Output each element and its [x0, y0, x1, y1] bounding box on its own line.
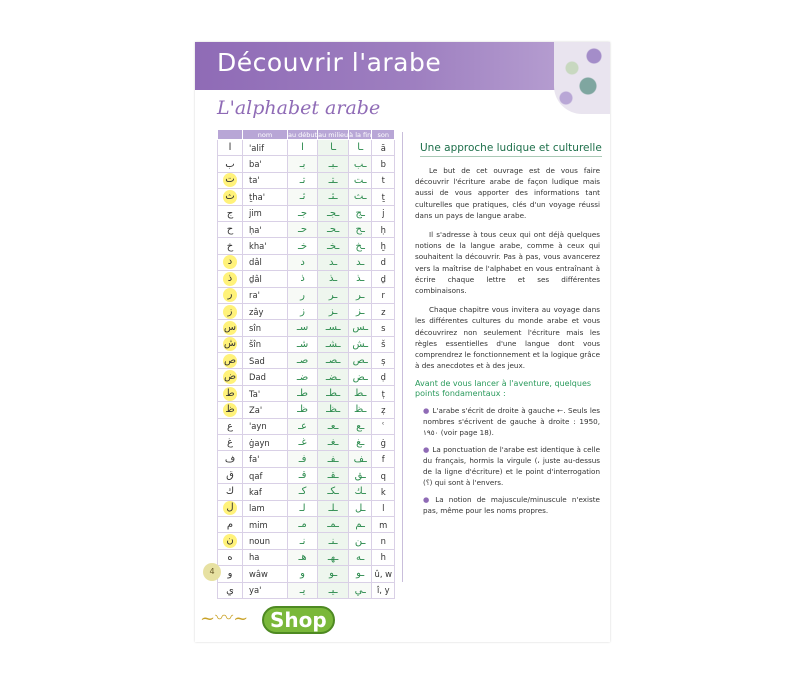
cell-medial: ـذ: [318, 271, 349, 287]
cell-sound: î, y: [372, 582, 395, 598]
table-row: [218, 369, 395, 385]
cell-medial: ـيـ: [318, 582, 349, 598]
cell-initial: هـ: [288, 549, 318, 565]
cell-medial: ـسـ: [318, 320, 349, 336]
cell-name: zây: [243, 303, 288, 319]
cell-final: ـض: [349, 369, 372, 385]
table-row: [218, 303, 395, 319]
points-heading: Avant de vous lancer à l'aventure, quelques points fondamentaux :: [415, 379, 592, 399]
cell-name: mim: [243, 516, 288, 532]
table-header-letter: [218, 130, 243, 140]
cell-letter: [218, 533, 243, 549]
cell-name: dâl: [243, 254, 288, 270]
cell-letter: [218, 385, 243, 401]
cell-medial: ـجـ: [318, 205, 349, 221]
cell-final: ـح: [349, 221, 372, 237]
bullet-dot-icon: ●: [423, 445, 430, 455]
cell-final: ـج: [349, 205, 372, 221]
cell-initial: بـ: [288, 156, 318, 172]
shop-logo: [200, 600, 325, 635]
cell-name: Za': [243, 402, 288, 418]
cell-name: kaf: [243, 484, 288, 500]
bullet-dot-icon: ●: [423, 406, 430, 416]
table-row: [218, 385, 395, 401]
cell-initial: غـ: [288, 435, 318, 451]
cell-final: ـث: [349, 189, 372, 205]
cell-final: ـب: [349, 156, 372, 172]
cell-name: wâw: [243, 566, 288, 582]
cell-sound: d: [372, 254, 395, 270]
table-row: [218, 156, 395, 172]
cell-name: ġayn: [243, 435, 288, 451]
cell-medial: ـد: [318, 254, 349, 270]
column-divider: [402, 132, 403, 582]
cell-sound: t: [372, 172, 395, 188]
bullet-2: [415, 444, 600, 488]
table-header-4: son: [372, 130, 395, 140]
cell-final: ـظ: [349, 402, 372, 418]
letter-glyph: ا: [228, 142, 232, 154]
letter-glyph: م: [226, 519, 234, 531]
cell-name: noun: [243, 533, 288, 549]
cell-name: Dad: [243, 369, 288, 385]
letter-glyph: ق: [226, 470, 234, 481]
table-row: [218, 435, 395, 451]
letter-glyph: ش: [223, 338, 237, 350]
table-row: [218, 172, 395, 188]
cell-medial: ـكـ: [318, 484, 349, 500]
cell-medial: ـز: [318, 303, 349, 319]
page-number: 4: [203, 563, 221, 581]
cell-initial: ذ: [288, 271, 318, 287]
cell-initial: ضـ: [288, 369, 318, 385]
cell-letter: [218, 221, 243, 237]
cell-medial: ـضـ: [318, 369, 349, 385]
table-row: [218, 254, 395, 270]
cell-name: ḏâl: [243, 271, 288, 287]
table-header-2: au milieu: [318, 130, 349, 139]
cell-initial: ز: [288, 303, 318, 319]
cell-medial: ـتـ: [318, 172, 349, 188]
bullet-1: [415, 405, 600, 438]
cell-initial: قـ: [288, 467, 318, 483]
cell-initial: لـ: [288, 500, 318, 516]
table-row: [218, 336, 395, 352]
cell-initial: جـ: [288, 205, 318, 221]
table-header-0: nom: [243, 130, 288, 140]
cell-medial: ـغـ: [318, 435, 349, 451]
letter-glyph: د: [223, 255, 237, 269]
cell-letter: [218, 303, 243, 319]
section-subtitle: L'alphabet arabe: [217, 97, 381, 119]
cell-initial: صـ: [288, 353, 318, 369]
cell-name: lam: [243, 500, 288, 516]
cell-letter: [218, 484, 243, 500]
letter-glyph: س: [223, 321, 237, 333]
cell-final: ـش: [349, 336, 372, 352]
letter-glyph: ي: [226, 584, 234, 596]
table-row: [218, 467, 395, 483]
cell-sound: ḥ: [372, 221, 395, 237]
cell-sound: l: [372, 500, 395, 516]
cell-name: ta': [243, 172, 288, 188]
cell-final: ـص: [349, 353, 372, 369]
cell-initial: خـ: [288, 238, 318, 254]
table-header-3: à la fin: [349, 130, 372, 139]
cell-initial: تـ: [288, 172, 318, 188]
cell-name: šîn: [243, 336, 288, 352]
book-page: [195, 42, 610, 642]
cell-name: 'alif: [243, 140, 288, 156]
cell-final: ـن: [349, 533, 372, 549]
cell-sound: ġ: [372, 435, 395, 451]
cell-final: ـو: [349, 566, 372, 582]
cell-final: ـخ: [349, 238, 372, 254]
cell-letter: [218, 287, 243, 303]
cell-name: ṯha': [243, 189, 288, 205]
table-row: [218, 500, 395, 516]
cell-final: ـف: [349, 451, 372, 467]
cell-initial: ر: [288, 287, 318, 303]
cell-final: ـس: [349, 320, 372, 336]
cell-letter: [218, 271, 243, 287]
cell-final: ـط: [349, 385, 372, 401]
letter-glyph: ج: [226, 207, 234, 219]
letter-glyph: ه: [227, 551, 233, 563]
table-row: [218, 353, 395, 369]
cell-final: ـد: [349, 254, 372, 270]
cell-initial: حـ: [288, 221, 318, 237]
cell-name: ha: [243, 549, 288, 565]
cell-letter: [218, 172, 243, 188]
letter-glyph: ب: [225, 158, 235, 170]
table-row: [218, 402, 395, 418]
bullet-2-text: La ponctuation de l'arabe est identique à celle du français, hormis la virgule (، juste au-dessus de la ligne d'écriture) et le point d'interrogation (؟) qui sont à l'envers.: [423, 445, 600, 488]
cell-name: Ta': [243, 385, 288, 401]
cell-sound: ṭ: [372, 385, 395, 401]
cell-initial: يـ: [288, 582, 318, 598]
cell-medial: ـو: [318, 566, 349, 582]
table-row: [218, 205, 395, 221]
bullet-1-text: L'arabe s'écrit de droite à gauche ←. Seuls les nombres s'écrivent de gauche à droite : 1950, ١٩٥٠ (voir page 18).: [423, 406, 600, 438]
cell-letter: [218, 451, 243, 467]
letter-glyph: ز: [223, 305, 237, 319]
cell-final: ـر: [349, 287, 372, 303]
cell-initial: نـ: [288, 533, 318, 549]
bullet-dot-icon: ●: [423, 495, 433, 505]
table-row: [218, 451, 395, 467]
cell-sound: m: [372, 516, 395, 532]
cell-medial: ـهـ: [318, 549, 349, 565]
cell-letter: [218, 254, 243, 270]
cell-letter: [218, 500, 243, 516]
cell-name: kha': [243, 238, 288, 254]
letter-glyph: ض: [223, 371, 237, 383]
table-row: [218, 221, 395, 237]
cell-final: ـي: [349, 582, 372, 598]
cell-medial: ـشـ: [318, 336, 349, 352]
cell-medial: ـمـ: [318, 516, 349, 532]
mosaic-decoration: [554, 42, 610, 114]
cell-final: ـم: [349, 516, 372, 532]
cell-initial: شـ: [288, 336, 318, 352]
cell-name: fa': [243, 451, 288, 467]
cell-letter: [218, 435, 243, 451]
intro-text-column: [415, 142, 600, 522]
cell-name: sîn: [243, 320, 288, 336]
cell-name: Sad: [243, 353, 288, 369]
cell-name: jim: [243, 205, 288, 221]
cell-letter: [218, 336, 243, 352]
cell-final: ـع: [349, 418, 372, 434]
cell-sound: z: [372, 303, 395, 319]
page-title: Découvrir l'arabe: [217, 48, 442, 77]
cell-final: ـغ: [349, 435, 372, 451]
cell-sound: û, w: [372, 566, 395, 582]
cell-sound: ā: [372, 140, 395, 156]
cell-final: ـه: [349, 549, 372, 565]
table-header-1: au début: [288, 130, 318, 139]
logo-text: Shop: [262, 606, 335, 634]
cell-initial: مـ: [288, 516, 318, 532]
table-row: [218, 287, 395, 303]
cell-letter: [218, 467, 243, 483]
cell-letter: [218, 566, 243, 582]
cell-initial: فـ: [288, 451, 318, 467]
cell-medial: ـفـ: [318, 451, 349, 467]
cell-letter: [218, 320, 243, 336]
cell-medial: ـطـ: [318, 385, 349, 401]
section-heading: Une approche ludique et culturelle: [420, 142, 602, 157]
letter-glyph: ذ: [223, 272, 237, 286]
cell-initial: عـ: [288, 418, 318, 434]
paragraph-2: Il s'adresse à tous ceux qui ont déjà quelques notions de la langue arabe, comme à ceux qui souhaitent la découvrir. Pas à pas, vous avancerez vers la maîtrise de l'alphabet en vous entraînant à écrire chaque lettre et ses différentes combinaisons.: [415, 230, 600, 296]
letter-glyph: ح: [226, 224, 234, 236]
cell-medial: ـقـ: [318, 467, 349, 483]
cell-letter: [218, 140, 243, 156]
cell-final: ـق: [349, 467, 372, 483]
title-banner: [195, 42, 560, 90]
cell-name: qaf: [243, 467, 288, 483]
cell-letter: [218, 156, 243, 172]
cell-sound: s: [372, 320, 395, 336]
cell-initial: ثـ: [288, 189, 318, 205]
table-row: [218, 320, 395, 336]
cell-initial: و: [288, 566, 318, 582]
cell-sound: ṯ: [372, 189, 395, 205]
cell-final: ـك: [349, 484, 372, 500]
table-row: [218, 189, 395, 205]
cell-medial: ـبـ: [318, 156, 349, 172]
cell-name: 'ayn: [243, 418, 288, 434]
letter-glyph: خ: [226, 240, 234, 252]
table-row: [218, 549, 395, 565]
cell-final: ـز: [349, 303, 372, 319]
cell-letter: [218, 582, 243, 598]
cell-letter: [218, 238, 243, 254]
cell-initial: كـ: [288, 484, 318, 500]
table-row: [218, 484, 395, 500]
table-row: [218, 533, 395, 549]
cell-name: ḥa': [243, 221, 288, 237]
cell-letter: [218, 369, 243, 385]
cell-medial: ـا: [318, 140, 349, 156]
cell-medial: ـظـ: [318, 402, 349, 418]
table-row: [218, 582, 395, 598]
cell-medial: ـثـ: [318, 189, 349, 205]
table-row: [218, 516, 395, 532]
cell-sound: ẓ: [372, 402, 395, 418]
letter-glyph: ع: [227, 420, 233, 432]
cell-letter: [218, 189, 243, 205]
cell-name: ba': [243, 156, 288, 172]
cell-name: ya': [243, 582, 288, 598]
letter-glyph: ك: [225, 486, 235, 498]
cell-sound: ḍ: [372, 369, 395, 385]
table-row: [218, 238, 395, 254]
cell-final: ـل: [349, 500, 372, 516]
cell-medial: ـحـ: [318, 221, 349, 237]
cell-sound: n: [372, 533, 395, 549]
cell-letter: [218, 353, 243, 369]
table-row: [218, 566, 395, 582]
table-row: [218, 418, 395, 434]
cell-sound: f: [372, 451, 395, 467]
cell-sound: r: [372, 287, 395, 303]
cell-sound: j: [372, 205, 395, 221]
cell-final: ـا: [349, 140, 372, 156]
cell-initial: ظـ: [288, 402, 318, 418]
cell-sound: ʿ: [372, 418, 395, 434]
cell-letter: [218, 549, 243, 565]
logo-swirl-icon: ~〰~: [200, 608, 249, 629]
letter-glyph: ظ: [223, 403, 237, 417]
cell-letter: [218, 516, 243, 532]
cell-letter: [218, 418, 243, 434]
paragraph-3: Chaque chapitre vous invitera au voyage dans les différentes cultures du monde arabe et vous découvrirez non seulement l'écriture mais les règles essentielles d'une langue dont vous comprendrez le fonctionnement et la logique grâce à des anecdotes et à des jeux.: [415, 305, 600, 371]
table-row: [218, 271, 395, 287]
bullet-3: [415, 494, 600, 516]
cell-initial: سـ: [288, 320, 318, 336]
cell-medial: ـخـ: [318, 238, 349, 254]
table-row: [218, 140, 395, 156]
cell-medial: ـنـ: [318, 533, 349, 549]
letter-glyph: ن: [223, 534, 237, 548]
cell-medial: ـلـ: [318, 500, 349, 516]
cell-sound: k: [372, 484, 395, 500]
letter-glyph: ط: [223, 387, 237, 401]
cell-final: ـت: [349, 172, 372, 188]
cell-initial: ا: [288, 140, 318, 156]
cell-sound: q: [372, 467, 395, 483]
cell-letter: [218, 205, 243, 221]
letter-glyph: ف: [224, 453, 236, 465]
cell-medial: ـصـ: [318, 353, 349, 369]
cell-final: ـذ: [349, 271, 372, 287]
letter-glyph: ل: [223, 501, 237, 515]
paragraph-1: Le but de cet ouvrage est de vous faire découvrir l'écriture arabe de façon ludique mais aussi de vous apporter des informations tant culturelles que pratiques, clés d'un voyage réussi dans un pays de langue arabe.: [415, 166, 600, 220]
bullet-3-text: La notion de majuscule/minuscule n'existe pas, même pour les noms propres.: [423, 495, 600, 516]
cell-initial: طـ: [288, 385, 318, 401]
cell-initial: د: [288, 254, 318, 270]
letter-glyph: و: [227, 568, 233, 580]
cell-name: ra': [243, 287, 288, 303]
letter-glyph: ر: [223, 288, 237, 302]
cell-sound: ṣ: [372, 353, 395, 369]
letter-glyph: ت: [223, 173, 237, 187]
cell-sound: š: [372, 336, 395, 352]
letter-glyph: ث: [223, 190, 237, 204]
letter-glyph: غ: [227, 437, 233, 449]
cell-letter: [218, 402, 243, 418]
cell-medial: ـعـ: [318, 418, 349, 434]
cell-sound: ḏ: [372, 271, 395, 287]
cell-medial: ـر: [318, 287, 349, 303]
cell-sound: ḫ: [372, 238, 395, 254]
cell-sound: b: [372, 156, 395, 172]
cell-sound: h: [372, 549, 395, 565]
letter-glyph: ص: [223, 354, 237, 366]
alphabet-table: [217, 129, 395, 599]
